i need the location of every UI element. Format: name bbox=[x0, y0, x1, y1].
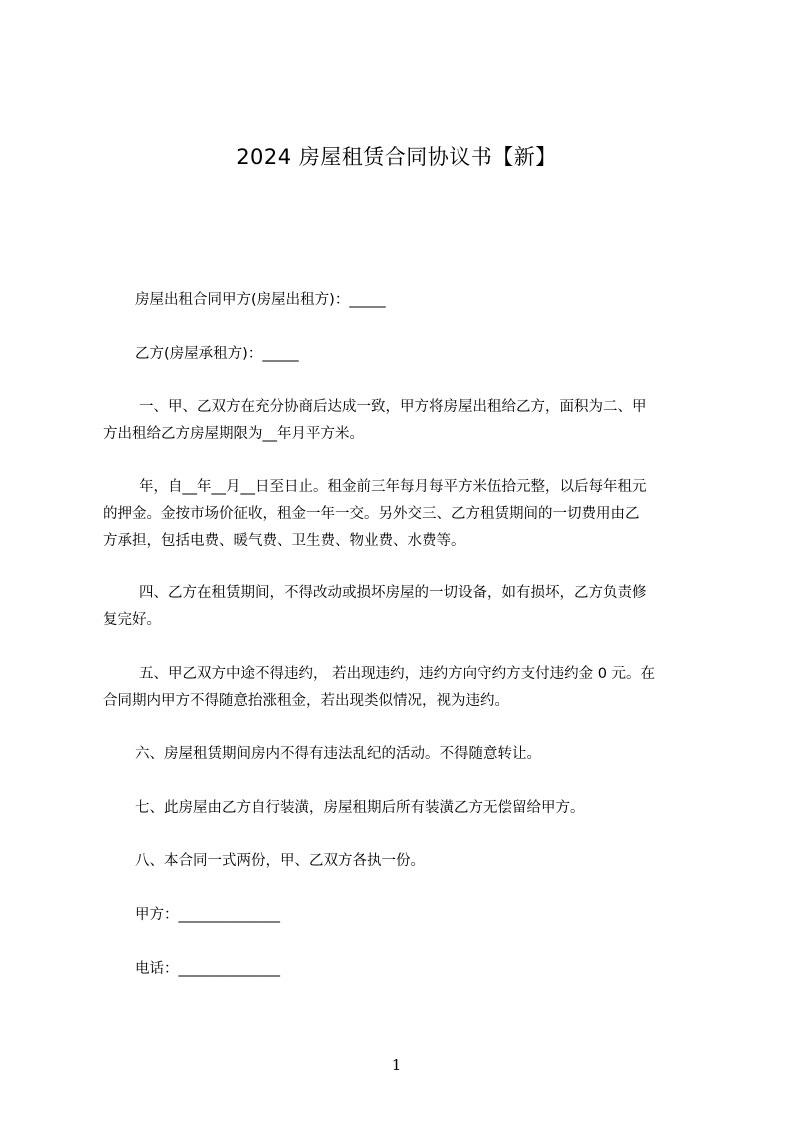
paragraph-line: 七、此房屋由乙方自行装潢，房屋租期后所有装潢乙方无偿留给甲方。 bbox=[135, 800, 585, 816]
page-number: 1 bbox=[391, 1056, 402, 1074]
paragraph-line: 乙方(房屋承租方)：_____ bbox=[135, 346, 299, 362]
document-title: 2024 房屋租赁合同协议书【新】 bbox=[236, 145, 557, 169]
paragraph-landlord bbox=[103, 287, 703, 314]
paragraph-clause-1 bbox=[103, 394, 703, 448]
paragraph-line: 方出租给乙方房屋期限为__年月平方米。 bbox=[103, 426, 364, 442]
paragraph-line: 的押金。金按市场价征收，租金一年一交。另外交三、乙方租赁期间的一切费用由乙 bbox=[103, 506, 640, 522]
paragraph-line: 一、甲、乙双方在充分协商后达成一致，甲方将房屋出租给乙方，面积为二、甲 bbox=[139, 399, 647, 415]
paragraph-clause-2-3 bbox=[103, 474, 703, 555]
paragraph-line: 年，自__年__月__日至日止。租金前三年每月每平方米伍拾元整，以后每年租元 bbox=[139, 479, 647, 495]
paragraph-line: 合同期内甲方不得随意抬涨租金，若出现类似情况，视为违约。 bbox=[103, 693, 509, 709]
paragraph-clause-5 bbox=[103, 661, 703, 715]
paragraph-line: 四、乙方在租赁期间，不得改动或损坏房屋的一切设备，如有损坏，乙方负责修 bbox=[139, 585, 647, 601]
paragraph-line: 复完好。 bbox=[103, 612, 161, 628]
signature-phone bbox=[103, 956, 703, 983]
paragraph-line: 房屋出租合同甲方(房屋出租方)：_____ bbox=[135, 292, 386, 308]
signature-party-a bbox=[103, 902, 703, 929]
paragraph-line: 电话：______________ bbox=[135, 961, 280, 977]
paragraph-clause-8 bbox=[103, 848, 703, 875]
paragraph-line: 甲方：______________ bbox=[135, 907, 280, 923]
paragraph-line: 五、甲乙双方中途不得违约， 若出现违约，违约方向守约方支付违约金 0 元。在 bbox=[139, 666, 656, 682]
paragraph-line: 八、本合同一式两份，甲、乙双方各执一份。 bbox=[135, 853, 425, 869]
paragraph-clause-4 bbox=[103, 580, 703, 634]
paragraph-clause-6 bbox=[103, 741, 703, 768]
paragraph-tenant bbox=[103, 341, 703, 368]
paragraph-line: 方承担，包括电费、暖气费、卫生费、物业费、水费等。 bbox=[103, 533, 466, 549]
paragraph-line: 六、房屋租赁期间房内不得有违法乱纪的活动。不得随意转让。 bbox=[135, 746, 541, 762]
paragraph-clause-7 bbox=[103, 795, 703, 822]
